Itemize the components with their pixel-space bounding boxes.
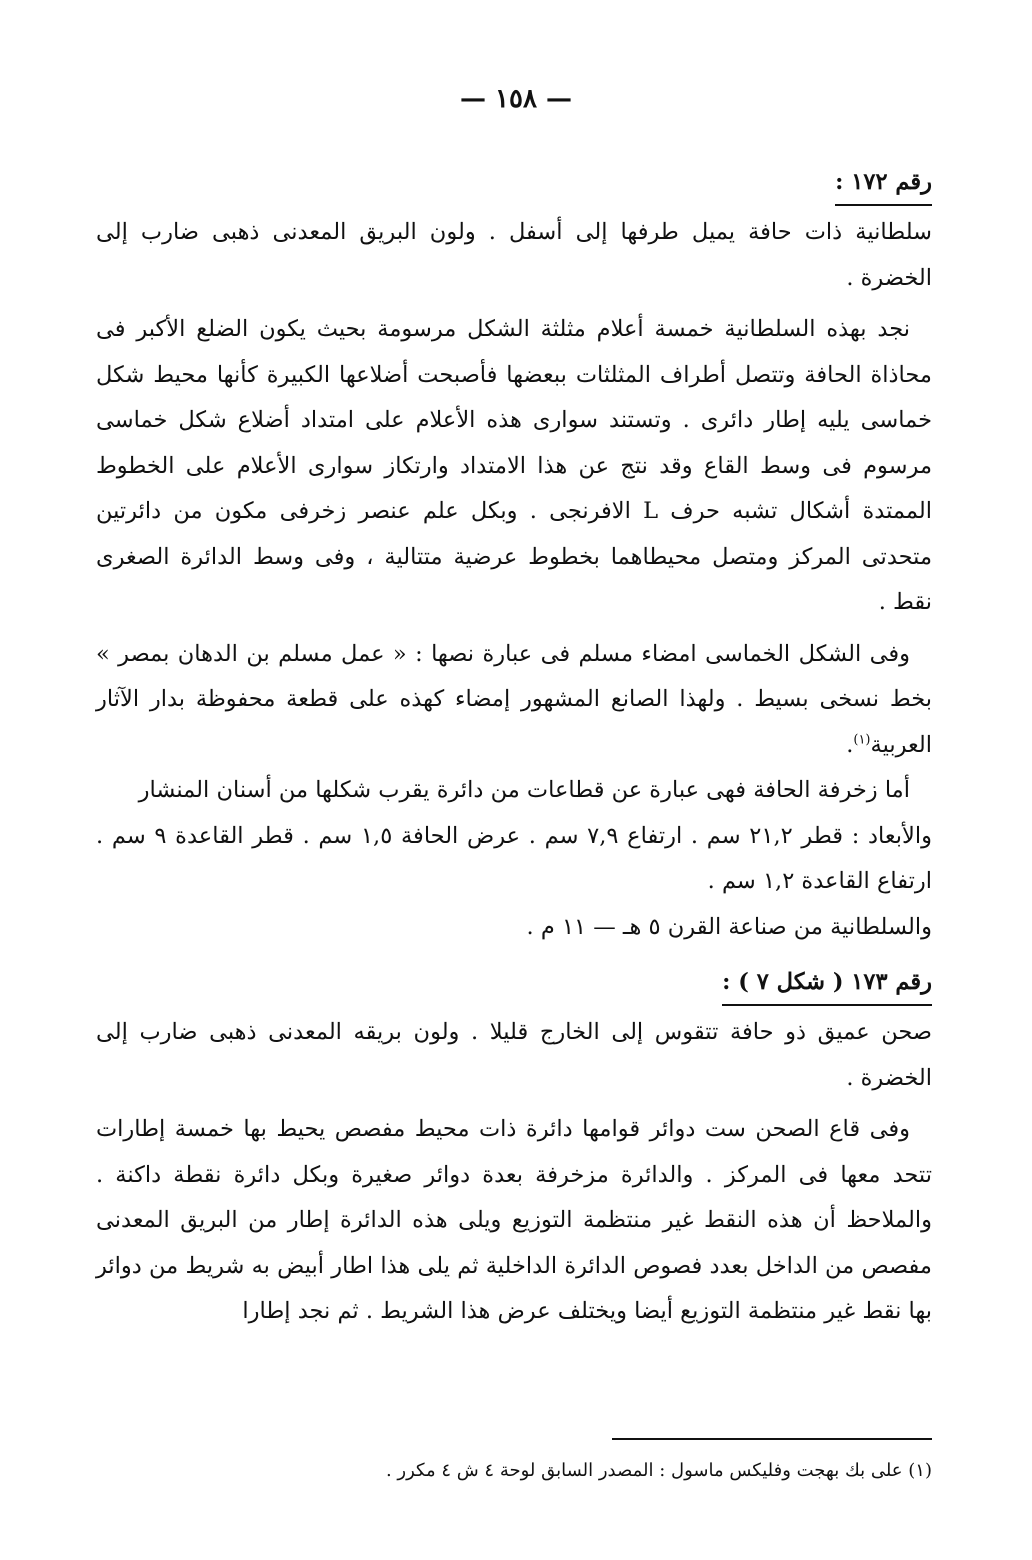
- section-gap: [96, 950, 932, 960]
- entry-172-heading-row: [96, 160, 932, 210]
- entry-173-heading-row: [96, 960, 932, 1010]
- body-text: [96, 160, 932, 1335]
- footnote: (١) على بك بهجت وفليكس ماسول : المصدر السابق لوحة ٤ ش ٤ مكرر .: [385, 1460, 932, 1481]
- entry-173-heading: رقم ١٧٣ ( شكل ٧ ) :: [722, 964, 932, 1006]
- entry-172-date: والسلطانية من صناعة القرن ٥ هـ — ١١ م .: [526, 913, 932, 940]
- entry-172-heading: رقم ١٧٢ :: [835, 164, 932, 206]
- entry-172-signature-text: وفى الشكل الخماسى امضاء مسلم فى عبارة نصها : « عمل مسلم بن الدهان بمصر » بخط نسخى بسيط . ولهذا الصانع المشهور إمضاء كهذه على قطعة محفوظة بدار الآثار العربية: [96, 640, 932, 758]
- entry-173-description: صحن عميق ذو حافة تتقوس إلى الخارج قليلا . ولون بريقه المعدنى ذهبى ضارب إلى الخضرة .: [96, 1019, 932, 1091]
- footnote-divider: [612, 1438, 932, 1440]
- footnote-marker: (١): [853, 732, 871, 747]
- entry-172-description: سلطانية ذات حافة يميل طرفها إلى أسفل . ولون البريق المعدنى ذهبى ضارب إلى الخضرة .: [96, 219, 932, 291]
- page-number: — ١٥٨ —: [459, 84, 573, 114]
- entry-172-dimensions: والأبعاد : قطر ٢١,٢ سم . ارتفاع ٧,٩ سم . عرض الحافة ١,٥ سم . قطر القاعدة ٩ سم . ارتفاع القاعدة ١,٢ سم .: [96, 822, 932, 894]
- entry-172-rim: أما زخرفة الحافة فهى عبارة عن قطاعات من دائرة يقرب شكلها من أسنان المنشار: [138, 777, 910, 803]
- entry-173-decoration: وفى قاع الصحن ست دوائر قوامها دائرة ذات محيط مفصص يحيط بها خمسة إطارات تتحد معها فى المركز . والدائرة مزخرفة بعدة دوائر صغيرة وبكل دائرة نقطة داكنة . والملاحظ أن هذه النقط غير منتظمة التوزيع ويلى هذه الدائرة إطار من البريق المعدنى مفصص من الداخل بعدد فصوص الدائرة الداخلية ثم يلى هذا اطار أبيض به شريط من دوائر بها نقط غير منتظمة التوزيع أيضا ويختلف عرض هذا الشريط . ثم نجد إطارا: [96, 1116, 932, 1324]
- entry-172-signature: وفى الشكل الخماسى امضاء مسلم فى عبارة نصها : « عمل مسلم بن الدهان بمصر » بخط نسخى بسيط . ولهذا الصانع المشهور إمضاء كهذه على قطعة محفوظة بدار الآثار العربية$^{(١)}$.: [96, 640, 932, 758]
- entry-172-decoration: نجد بهذه السلطانية خمسة أعلام مثلثة الشكل مرسومة بحيث يكون الضلع الأكبر فى محاذاة الحافة وتتصل أطراف المثلثات ببعضها فأصبحت أضلاعها الكبيرة كأنها محيط شكل خماسى يليه إطار دائرى . وتستند سوارى هذه الأعلام على امتداد أضلاع شكل خماسى مرسوم فى وسط القاع وقد نتج عن هذا الامتداد وارتكاز سوارى الأعلام على الخطوط الممتدة أشكال تشبه حرف L الافرنجى . وبكل علم عنصر زخرفى مكون من دائرتين متحدتى المركز ومتصل محيطاهما بخطوط عرضية متتالية ، وفى وسط الدائرة الصغرى نقط .: [96, 316, 933, 615]
